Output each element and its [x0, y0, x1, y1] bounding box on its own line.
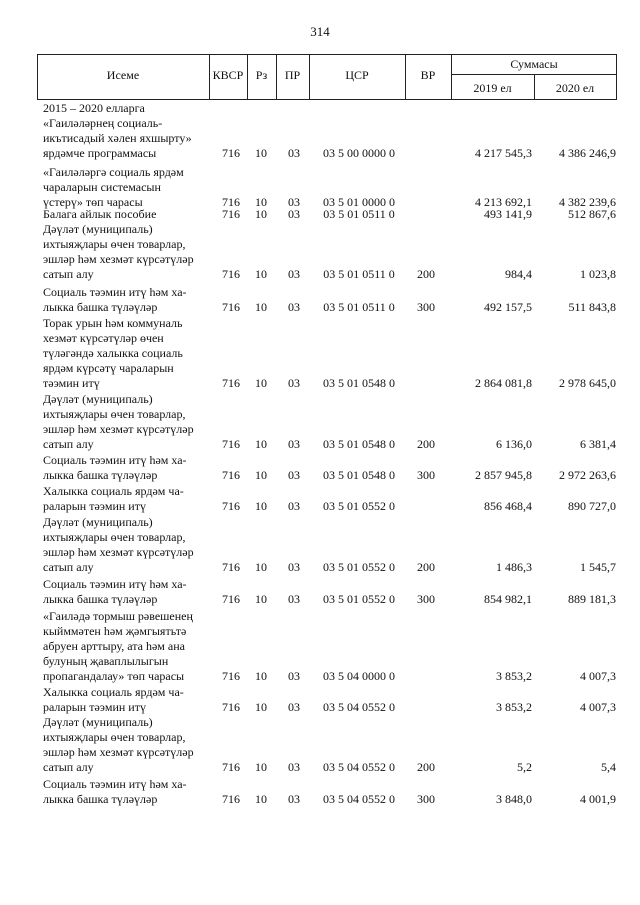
cell-vr: 200	[417, 437, 435, 451]
cell-name: Социаль тәэмин итү һәм ха- лыкка башка түләүләр	[43, 453, 187, 482]
cell-kvsr: 716	[222, 300, 240, 314]
cell-sum-2020: 4 007,3	[580, 669, 616, 683]
cell-vr: 200	[417, 760, 435, 774]
cell-sum-2019: 5,2	[517, 760, 532, 774]
cell-vr: 200	[417, 267, 435, 281]
cell-rz: 10	[255, 760, 267, 774]
cell-rz: 10	[255, 376, 267, 390]
cell-kvsr: 716	[222, 560, 240, 574]
cell-pr: 03	[288, 669, 300, 683]
cell-pr: 03	[288, 300, 300, 314]
header-rz: Рз	[255, 68, 268, 82]
cell-sum-2019: 492 157,5	[484, 300, 532, 314]
cell-sum-2019: 2 857 945,8	[475, 468, 532, 482]
cell-csr: 03 5 04 0552 0	[323, 760, 395, 774]
cell-csr: 03 5 01 0552 0	[323, 499, 395, 513]
cell-sum-2020: 1 023,8	[580, 267, 616, 281]
cell-csr: 03 5 00 0000 0	[323, 146, 395, 160]
cell-sum-2020: 4 382 239,6	[559, 195, 616, 209]
cell-kvsr: 716	[222, 376, 240, 390]
cell-sum-2019: 3 853,2	[496, 669, 532, 683]
cell-kvsr: 716	[222, 669, 240, 683]
cell-rz: 10	[255, 195, 267, 209]
cell-csr: 03 5 04 0000 0	[323, 669, 395, 683]
cell-csr: 03 5 01 0511 0	[323, 267, 395, 281]
cell-rz: 10	[255, 669, 267, 683]
table-header	[37, 54, 617, 100]
cell-csr: 03 5 04 0552 0	[323, 700, 395, 714]
cell-kvsr: 716	[222, 207, 240, 221]
cell-sum-2020: 890 727,0	[568, 499, 616, 513]
header-year-2019: 2019 ел	[473, 81, 512, 95]
cell-name: Дәүләт (муниципаль) ихтыяҗлары өчен товарлар, эшләр һәм хезмәт күрсәтүләр сатып алу	[43, 715, 194, 774]
cell-name: Халыкка социаль ярдәм ча- раларын тәэмин итү	[43, 484, 184, 513]
cell-kvsr: 716	[222, 499, 240, 513]
cell-sum-2020: 1 545,7	[580, 560, 616, 574]
cell-name: Социаль тәэмин итү һәм ха- лыкка башка түләүләр	[43, 577, 187, 606]
cell-kvsr: 716	[222, 267, 240, 281]
cell-pr: 03	[288, 499, 300, 513]
cell-name: 2015 – 2020 елларга «Гаиләләрнең социаль- икътисадый хәлен яхшырту» ярдәмче программасы	[43, 101, 192, 160]
cell-name: Дәүләт (муниципаль) ихтыяҗлары өчен товарлар, эшләр һәм хезмәт күрсәтүләр сатып алу	[43, 222, 194, 281]
cell-csr: 03 5 01 0548 0	[323, 468, 395, 482]
cell-kvsr: 716	[222, 760, 240, 774]
cell-csr: 03 5 01 0552 0	[323, 592, 395, 606]
cell-pr: 03	[288, 437, 300, 451]
cell-kvsr: 716	[222, 195, 240, 209]
cell-vr: 300	[417, 592, 435, 606]
header-year-2020: 2020 ел	[555, 81, 595, 95]
cell-rz: 10	[255, 560, 267, 574]
cell-rz: 10	[255, 792, 267, 806]
cell-rz: 10	[255, 267, 267, 281]
cell-sum-2019: 4 213 692,1	[475, 195, 532, 209]
cell-name: Балага айлык пособие	[43, 207, 157, 221]
cell-sum-2019: 854 982,1	[484, 592, 532, 606]
cell-sum-2020: 2 978 645,0	[559, 376, 616, 390]
cell-kvsr: 716	[222, 592, 240, 606]
cell-sum-2020: 4 001,9	[580, 792, 616, 806]
cell-rz: 10	[255, 207, 267, 221]
cell-pr: 03	[288, 700, 300, 714]
cell-sum-2020: 512 867,6	[568, 207, 616, 221]
cell-vr: 300	[417, 300, 435, 314]
header-vr: ВР	[420, 68, 436, 82]
cell-sum-2019: 856 468,4	[484, 499, 532, 513]
cell-vr: 300	[417, 468, 435, 482]
cell-sum-2019: 1 486,3	[496, 560, 532, 574]
cell-sum-2020: 4 007,3	[580, 700, 616, 714]
cell-kvsr: 716	[222, 146, 240, 160]
cell-rz: 10	[255, 468, 267, 482]
header-csr: ЦСР	[345, 68, 369, 82]
cell-rz: 10	[255, 592, 267, 606]
cell-name: Дәүләт (муниципаль) ихтыяҗлары өчен товарлар, эшләр һәм хезмәт күрсәтүләр сатып алу	[43, 515, 194, 574]
header-kvsr: КВСР	[212, 68, 244, 82]
cell-csr: 03 5 01 0548 0	[323, 437, 395, 451]
cell-rz: 10	[255, 499, 267, 513]
header-top-border	[37, 54, 617, 55]
page-number: 314	[310, 24, 330, 39]
cell-csr: 03 5 04 0552 0	[323, 792, 395, 806]
cell-name: «Гаиләләргә социаль ярдәм чараларын системасын үстерү» төп чарасы	[43, 165, 184, 209]
cell-vr: 200	[417, 560, 435, 574]
cell-pr: 03	[288, 146, 300, 160]
cell-kvsr: 716	[222, 437, 240, 451]
cell-sum-2019: 3 853,2	[496, 700, 532, 714]
cell-csr: 03 5 01 0511 0	[323, 300, 395, 314]
cell-pr: 03	[288, 792, 300, 806]
cell-sum-2019: 2 864 081,8	[475, 376, 532, 390]
header-bottom-border	[37, 99, 617, 100]
cell-csr: 03 5 01 0511 0	[323, 207, 395, 221]
cell-pr: 03	[288, 468, 300, 482]
cell-sum-2019: 984,4	[505, 267, 532, 281]
cell-sum-2020: 6 381,4	[580, 437, 616, 451]
cell-sum-2019: 493 141,9	[484, 207, 532, 221]
cell-name: Торак урын һәм коммуналь хезмәт күрсәтүләр өчен түләгәндә халыкка социаль ярдәм күрсәтү чараларын тәэмин итү	[43, 316, 183, 390]
cell-name: Халыкка социаль ярдәм ча- раларын тәэмин итү	[43, 685, 184, 714]
cell-sum-2019: 6 136,0	[496, 437, 532, 451]
cell-sum-2020: 2 972 263,6	[559, 468, 616, 482]
cell-sum-2019: 4 217 545,3	[475, 146, 532, 160]
cell-csr: 03 5 01 0552 0	[323, 560, 395, 574]
cell-rz: 10	[255, 146, 267, 160]
cell-pr: 03	[288, 267, 300, 281]
cell-csr: 03 5 01 0000 0	[323, 195, 395, 209]
cell-sum-2020: 511 843,8	[568, 300, 616, 314]
cell-pr: 03	[288, 376, 300, 390]
cell-name: Социаль тәэмин итү һәм ха- лыкка башка түләүләр	[43, 777, 187, 806]
cell-sum-2020: 889 181,3	[568, 592, 616, 606]
cell-rz: 10	[255, 300, 267, 314]
cell-sum-2020: 4 386 246,9	[559, 146, 616, 160]
cell-pr: 03	[288, 592, 300, 606]
cell-csr: 03 5 01 0548 0	[323, 376, 395, 390]
cell-pr: 03	[288, 560, 300, 574]
cell-name: Дәүләт (муниципаль) ихтыяҗлары өчен товарлар, эшләр һәм хезмәт күрсәтүләр сатып алу	[43, 392, 194, 451]
cell-sum-2019: 3 848,0	[496, 792, 532, 806]
cell-pr: 03	[288, 195, 300, 209]
cell-vr: 300	[417, 792, 435, 806]
cell-kvsr: 716	[222, 792, 240, 806]
cell-kvsr: 716	[222, 468, 240, 482]
header-pr: ПР	[284, 68, 301, 82]
header-name: Исеме	[106, 68, 140, 82]
cell-pr: 03	[288, 760, 300, 774]
cell-kvsr: 716	[222, 700, 240, 714]
cell-rz: 10	[255, 700, 267, 714]
cell-sum-2020: 5,4	[601, 760, 616, 774]
cell-name: Социаль тәэмин итү һәм ха- лыкка башка түләүләр	[43, 285, 187, 314]
cell-name: «Гаиләдә тормыш рәвешенең кыйммәтен һәм җәмгыятьтә абруен арттыру, ата һәм ана булуның җаваплылыгын пропагандалау» төп чарасы	[43, 609, 193, 683]
header-sums: Суммасы	[510, 57, 558, 71]
cell-rz: 10	[255, 437, 267, 451]
cell-pr: 03	[288, 207, 300, 221]
